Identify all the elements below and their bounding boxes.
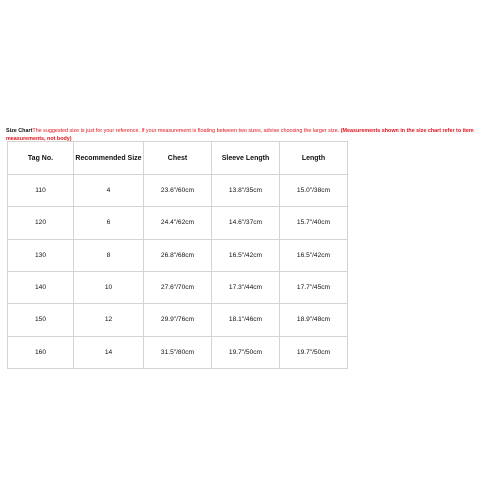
- cell-chest: 27.6"/70cm: [144, 271, 212, 303]
- cell-recommended-size: 8: [74, 239, 144, 271]
- cell-sleeve-length: 13.8"/35cm: [212, 175, 280, 207]
- table-row: [8, 175, 348, 207]
- header-tag-no: Tag No.: [8, 142, 74, 175]
- size-chart-table: [7, 141, 348, 369]
- cell-tag-no: 120: [8, 207, 74, 239]
- cell-recommended-size: 12: [74, 304, 144, 336]
- size-advice-text: The suggested size is just for your reference. If your measurement is floating between two sizes, advise choosing the larger size.: [32, 128, 341, 134]
- header-length: Length: [280, 142, 348, 175]
- cell-sleeve-length: 14.6"/37cm: [212, 207, 280, 239]
- cell-tag-no: 140: [8, 271, 74, 303]
- header-recommended-size: Recommended Size: [74, 142, 144, 175]
- cell-recommended-size: 4: [74, 175, 144, 207]
- header-sleeve-length: Sleeve Length: [212, 142, 280, 175]
- table-header-row: [8, 142, 348, 175]
- cell-recommended-size: 10: [74, 271, 144, 303]
- cell-length: 17.7"/45cm: [280, 271, 348, 303]
- table-row: [8, 207, 348, 239]
- cell-chest: 31.5"/80cm: [144, 336, 212, 368]
- cell-tag-no: 110: [8, 175, 74, 207]
- cell-sleeve-length: 16.5"/42cm: [212, 239, 280, 271]
- table-row: [8, 304, 348, 336]
- cell-sleeve-length: 18.1"/46cm: [212, 304, 280, 336]
- cell-chest: 29.9"/76cm: [144, 304, 212, 336]
- cell-recommended-size: 6: [74, 207, 144, 239]
- cell-tag-no: 150: [8, 304, 74, 336]
- cell-sleeve-length: 19.7"/50cm: [212, 336, 280, 368]
- cell-length: 15.0"/38cm: [280, 175, 348, 207]
- cell-sleeve-length: 17.3"/44cm: [212, 271, 280, 303]
- header-chest: Chest: [144, 142, 212, 175]
- cell-chest: 23.6"/60cm: [144, 175, 212, 207]
- cell-length: 18.9"/48cm: [280, 304, 348, 336]
- table-row: [8, 336, 348, 368]
- cell-length: 15.7"/40cm: [280, 207, 348, 239]
- measurement-disclaimer: (Measurements shown in the size chart refer to item measurements, not body): [6, 128, 474, 142]
- cell-length: 16.5"/42cm: [280, 239, 348, 271]
- cell-tag-no: 160: [8, 336, 74, 368]
- cell-tag-no: 130: [8, 239, 74, 271]
- cell-chest: 24.4"/62cm: [144, 207, 212, 239]
- size-chart-heading: Size Chart: [6, 128, 33, 134]
- cell-length: 19.7"/50cm: [280, 336, 348, 368]
- cell-recommended-size: 14: [74, 336, 144, 368]
- table-row: [8, 239, 348, 271]
- cell-chest: 26.8"/68cm: [144, 239, 212, 271]
- table-row: [8, 271, 348, 303]
